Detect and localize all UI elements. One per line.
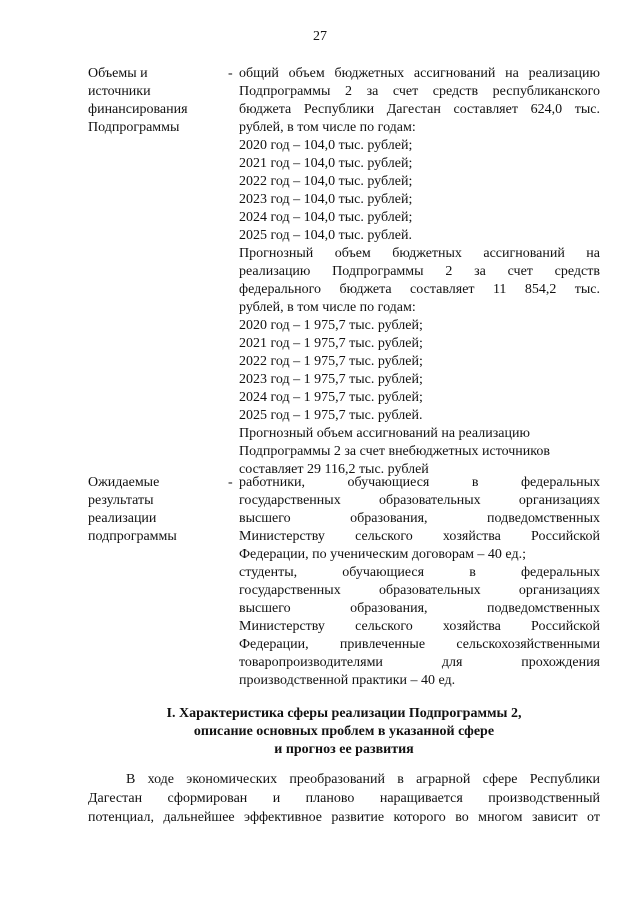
- content-line: 2025 год – 104,0 тыс. рублей.: [239, 228, 412, 243]
- body-paragraph: [88, 770, 600, 827]
- content-line: 2024 год – 104,0 тыс. рублей;: [239, 210, 413, 225]
- content-line: составляет 29 116,2 тыс. рублей: [239, 462, 429, 477]
- results-dash: -: [228, 475, 233, 490]
- content-line: Подпрограммы 2 за счет средств республиканского: [239, 84, 600, 99]
- content-line: рублей, в том числе по годам:: [239, 300, 416, 315]
- content-line: Подпрограммы 2 за счет внебюджетных источников: [239, 444, 550, 459]
- content-line: 2025 год – 1 975,7 тыс. рублей.: [239, 408, 423, 423]
- content-line: Прогнозный объем бюджетных ассигнований на: [239, 246, 600, 261]
- content-line: 2020 год – 104,0 тыс. рублей;: [239, 138, 413, 153]
- paragraph-line: потенциал, дальнейшее эффективное развитие которого во многом зависит от: [88, 810, 600, 825]
- heading-line: и прогноз ее развития: [274, 742, 414, 757]
- content-line: производственной практики – 40 ед.: [239, 673, 456, 688]
- content-line: рублей, в том числе по годам:: [239, 120, 416, 135]
- content-line: общий объем бюджетных ассигнований на реализацию: [239, 66, 600, 81]
- paragraph-line: Дагестан сформирован и планово наращивается производственный: [88, 791, 600, 806]
- paragraph-line: В ходе экономических преобразований в аграрной сфере Республики: [126, 772, 600, 787]
- content-line: Федерации, по ученическим договорам – 40 ед.;: [239, 547, 526, 562]
- page-number: 27: [313, 29, 327, 44]
- section-heading: [88, 705, 600, 759]
- heading-line: I. Характеристика сферы реализации Подпрограммы 2,: [166, 706, 522, 721]
- content-line: 2022 год – 1 975,7 тыс. рублей;: [239, 354, 423, 369]
- content-line: студенты, обучающиеся в федеральных: [239, 565, 600, 580]
- content-line: 2021 год – 104,0 тыс. рублей;: [239, 156, 413, 171]
- content-line: высшего образования, подведомственных: [239, 601, 600, 616]
- heading-line: описание основных проблем в указанной сфере: [193, 724, 495, 739]
- results-row: [88, 474, 600, 694]
- content-line: 2023 год – 104,0 тыс. рублей;: [239, 192, 413, 207]
- content-line: государственных образовательных организациях: [239, 583, 600, 598]
- content-line: Министерству сельского хозяйства Российской: [239, 529, 600, 544]
- content-line: Федерации, привлеченные сельскохозяйственными: [239, 637, 600, 652]
- content-line: Прогнозный объем ассигнований на реализацию: [239, 426, 530, 441]
- content-line: работники, обучающиеся в федеральных: [239, 475, 600, 490]
- results-content: [239, 474, 600, 690]
- content-line: Министерству сельского хозяйства Российской: [239, 619, 600, 634]
- content-line: 2020 год – 1 975,7 тыс. рублей;: [239, 318, 423, 333]
- content-line: реализацию Подпрограммы 2 за счет средств: [239, 264, 600, 279]
- content-line: 2023 год – 1 975,7 тыс. рублей;: [239, 372, 423, 387]
- content-line: 2021 год – 1 975,7 тыс. рублей;: [239, 336, 423, 351]
- content-line: бюджета Республики Дагестан составляет 624,0 тыс.: [239, 102, 600, 117]
- content-line: 2024 год – 1 975,7 тыс. рублей;: [239, 390, 423, 405]
- results-label: Ожидаемые результаты реализации подпрограммы: [88, 475, 177, 544]
- content-line: федерального бюджета составляет 11 854,2 тыс.: [239, 282, 600, 297]
- financing-label: Объемы и источники финансирования Подпрограммы: [88, 66, 188, 135]
- financing-row: [88, 65, 600, 479]
- financing-dash: -: [228, 66, 233, 81]
- content-line: государственных образовательных организациях: [239, 493, 600, 508]
- content-line: высшего образования, подведомственных: [239, 511, 600, 526]
- financing-content: [239, 65, 600, 479]
- content-line: 2022 год – 104,0 тыс. рублей;: [239, 174, 413, 189]
- content-line: товаропроизводителями для прохождения: [239, 655, 600, 670]
